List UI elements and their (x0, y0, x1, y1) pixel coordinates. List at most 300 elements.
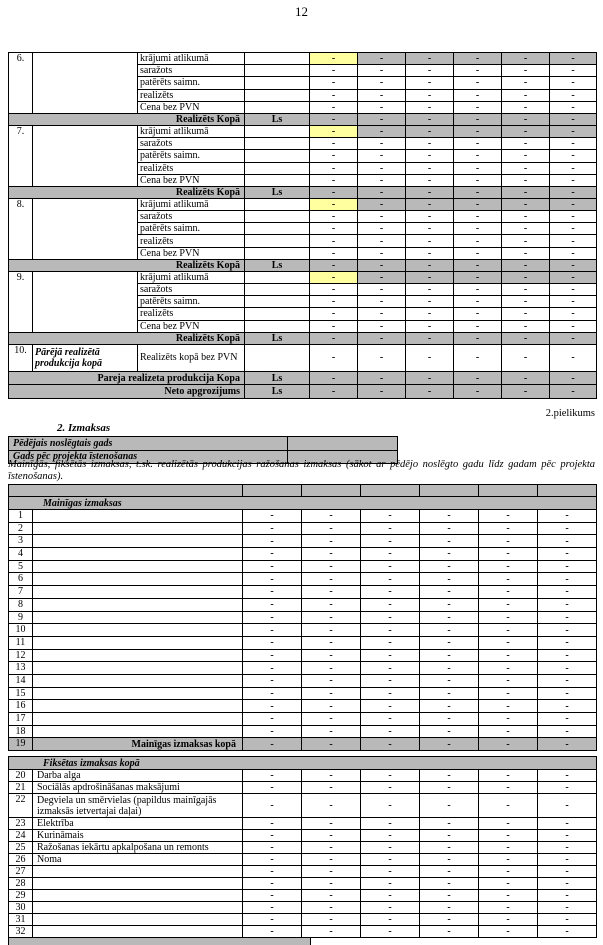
value-cell: - (310, 271, 358, 283)
value-cell: - (243, 914, 302, 926)
value-cell: - (550, 332, 597, 344)
value-cell: - (406, 223, 454, 235)
value-cell: - (538, 782, 597, 794)
value-cell: - (406, 101, 454, 113)
value-cell: - (361, 560, 420, 573)
row-number-cell: 9 (9, 611, 33, 624)
value-cell: - (302, 598, 361, 611)
value-cell: - (243, 818, 302, 830)
production-sub-row (9, 53, 597, 65)
value-cell: - (479, 510, 538, 523)
value-cell: - (361, 890, 420, 902)
metric-label-cell: saražots (138, 211, 245, 223)
metric-label-cell: patērēts saimn. (138, 223, 245, 235)
value-cell: - (361, 687, 420, 700)
variable-costs-body (9, 485, 597, 751)
total-label-cell: Mainīgas izmaksas kopā (33, 738, 243, 751)
value-cell: - (310, 125, 358, 137)
metric-label-cell: krājumi atlikumā (138, 53, 245, 65)
value-cell: - (406, 385, 454, 399)
value-cell: - (550, 77, 597, 89)
value-cell: - (538, 926, 597, 938)
value-cell: - (420, 770, 479, 782)
value-cell: - (502, 65, 550, 77)
value-cell: - (550, 385, 597, 399)
value-cell: - (302, 842, 361, 854)
value-cell: - (243, 598, 302, 611)
total-label-cell: Neto apgrozijums (9, 385, 245, 399)
value-cell: - (243, 649, 302, 662)
value-cell: - (302, 586, 361, 599)
value-cell: - (243, 902, 302, 914)
fixed-costs-table (8, 756, 597, 938)
variable-cost-row (9, 548, 597, 561)
value-cell: - (243, 586, 302, 599)
value-cell: - (406, 174, 454, 186)
row-number-cell: 32 (9, 926, 33, 938)
value-cell: - (420, 586, 479, 599)
value-cell: - (310, 235, 358, 247)
cost-label-cell (33, 878, 243, 890)
value-cell: - (361, 662, 420, 675)
unit-cell (245, 65, 310, 77)
row-number-cell: 7 (9, 586, 33, 599)
value-cell: - (302, 878, 361, 890)
value-cell: - (479, 586, 538, 599)
value-cell: - (479, 818, 538, 830)
product-name-cell (33, 198, 138, 259)
cost-label-cell (33, 586, 243, 599)
value-cell: - (243, 830, 302, 842)
variable-cost-row (9, 573, 597, 586)
value-cell: - (550, 162, 597, 174)
value-cell: - (310, 89, 358, 101)
row-number-cell: 21 (9, 782, 33, 794)
fixed-cost-row (9, 842, 597, 854)
unit-cell (245, 77, 310, 89)
value-cell: - (538, 636, 597, 649)
value-cell: - (454, 89, 502, 101)
metric-label-cell: Cena bez PVN (138, 247, 245, 259)
value-cell: - (302, 770, 361, 782)
value-cell: - (538, 611, 597, 624)
unit-cell (245, 211, 310, 223)
value-cell: - (406, 259, 454, 271)
value-cell: - (361, 713, 420, 726)
header-year-cell (420, 485, 479, 497)
value-cell: - (302, 782, 361, 794)
row-number-cell: 23 (9, 818, 33, 830)
value-cell: - (420, 687, 479, 700)
row-number-cell: 15 (9, 687, 33, 700)
unit-cell: Ls (245, 332, 310, 344)
value-cell: - (550, 125, 597, 137)
metric-label-cell: krājumi atlikumā (138, 271, 245, 283)
value-cell: - (406, 332, 454, 344)
value-cell: - (454, 344, 502, 371)
row-number-cell: 26 (9, 854, 33, 866)
value-cell: - (538, 560, 597, 573)
value-cell: - (358, 198, 406, 210)
cost-label-cell (33, 522, 243, 535)
production-table (8, 52, 597, 399)
value-cell: - (420, 878, 479, 890)
value-cell: - (502, 296, 550, 308)
value-cell: - (538, 535, 597, 548)
value-cell: - (358, 150, 406, 162)
unit-cell (245, 198, 310, 210)
value-cell: - (243, 866, 302, 878)
cost-label-cell (33, 611, 243, 624)
value-cell: - (538, 725, 597, 738)
value-cell: - (550, 259, 597, 271)
value-cell: - (406, 125, 454, 137)
value-cell: - (243, 611, 302, 624)
value-cell: - (502, 53, 550, 65)
metric-label-cell: saražots (138, 138, 245, 150)
cost-label-cell (33, 725, 243, 738)
metric-label-cell: krājumi atlikumā (138, 198, 245, 210)
value-cell: - (358, 344, 406, 371)
item-number-cell: 6. (9, 53, 33, 114)
value-cell: - (550, 101, 597, 113)
value-cell: - (310, 320, 358, 332)
value-cell: - (479, 725, 538, 738)
cost-label-cell (33, 624, 243, 637)
cost-label-cell (33, 535, 243, 548)
row-number-cell: 6 (9, 573, 33, 586)
value-cell: - (358, 284, 406, 296)
summary-row (9, 371, 597, 385)
cost-label-cell: Noma (33, 854, 243, 866)
unit-cell (245, 223, 310, 235)
variable-cost-row (9, 636, 597, 649)
value-cell: - (420, 560, 479, 573)
row-number-cell: 28 (9, 878, 33, 890)
summary-row (9, 385, 597, 399)
value-cell: - (406, 53, 454, 65)
value-cell: - (243, 573, 302, 586)
value-cell: - (361, 914, 420, 926)
value-cell: - (550, 89, 597, 101)
variable-cost-row (9, 522, 597, 535)
row-number-cell: 29 (9, 890, 33, 902)
item-number-cell: 9. (9, 271, 33, 332)
value-cell: - (361, 738, 420, 751)
row-number-cell: 25 (9, 842, 33, 854)
value-cell: - (479, 649, 538, 662)
product-name-cell (33, 53, 138, 114)
variable-cost-row (9, 624, 597, 637)
value-cell: - (479, 878, 538, 890)
unit-cell (245, 308, 310, 320)
value-cell: - (361, 866, 420, 878)
metric-label-cell: Cena bez PVN (138, 101, 245, 113)
value-cell: - (243, 782, 302, 794)
metric-label-cell: patērēts saimn. (138, 77, 245, 89)
value-cell: - (243, 535, 302, 548)
cost-label-cell (33, 510, 243, 523)
value-cell: - (358, 320, 406, 332)
value-cell: - (302, 624, 361, 637)
value-cell: - (420, 818, 479, 830)
cost-label-cell (33, 902, 243, 914)
unit-cell: Ls (245, 186, 310, 198)
value-cell: - (502, 138, 550, 150)
value-cell: - (538, 818, 597, 830)
year-row (9, 437, 398, 451)
header-year-cell (243, 485, 302, 497)
row-number-cell: 27 (9, 866, 33, 878)
value-cell: - (302, 818, 361, 830)
variable-cost-row (9, 662, 597, 675)
value-cell: - (310, 162, 358, 174)
cost-label-cell (33, 713, 243, 726)
unit-cell: Ls (245, 259, 310, 271)
production-sub-row (9, 198, 597, 210)
value-cell: - (302, 535, 361, 548)
value-cell: - (243, 636, 302, 649)
value-cell: - (550, 320, 597, 332)
cost-label-cell: Ražošanas iekārtu apkalpošana un remonts (33, 842, 243, 854)
fixed-cost-row (9, 878, 597, 890)
value-cell: - (479, 624, 538, 637)
fixed-cost-row (9, 902, 597, 914)
value-cell: - (420, 636, 479, 649)
value-cell: - (310, 186, 358, 198)
header-year-cell (302, 485, 361, 497)
value-cell: - (454, 113, 502, 125)
value-cell: - (243, 713, 302, 726)
value-cell: - (361, 770, 420, 782)
unit-cell (245, 89, 310, 101)
fixed-cost-row (9, 770, 597, 782)
value-cell: - (361, 586, 420, 599)
value-cell: - (550, 174, 597, 186)
product-name-cell (33, 271, 138, 332)
row-number-cell: 12 (9, 649, 33, 662)
value-cell: - (538, 510, 597, 523)
value-cell: - (550, 138, 597, 150)
row-number-cell: 14 (9, 674, 33, 687)
cost-label-cell: Degviela un smērvielas (papildus mainīgajās izmaksās ietvertajai daļai) (33, 794, 243, 818)
unit-cell (245, 247, 310, 259)
value-cell: - (302, 866, 361, 878)
value-cell: - (479, 794, 538, 818)
value-cell: - (302, 611, 361, 624)
value-cell: - (406, 235, 454, 247)
value-cell: - (538, 842, 597, 854)
value-cell: - (454, 186, 502, 198)
value-cell: - (502, 77, 550, 89)
header-year-cell (538, 485, 597, 497)
value-cell: - (479, 890, 538, 902)
value-cell: - (358, 186, 406, 198)
value-cell: - (361, 548, 420, 561)
value-cell: - (454, 235, 502, 247)
row-number-cell: 18 (9, 725, 33, 738)
value-cell: - (406, 138, 454, 150)
attachment-note: 2.pielikums (545, 408, 595, 419)
realized-total-row (9, 332, 597, 344)
value-cell: - (479, 830, 538, 842)
value-cell: - (302, 830, 361, 842)
value-cell: - (310, 371, 358, 385)
metric-label-cell: Cena bez PVN (138, 174, 245, 186)
value-cell: - (538, 866, 597, 878)
value-cell: - (243, 738, 302, 751)
metric-label-cell: Cena bez PVN (138, 320, 245, 332)
value-cell: - (243, 842, 302, 854)
value-cell: - (550, 284, 597, 296)
cutoff-row (8, 937, 311, 945)
cost-label-cell (33, 700, 243, 713)
value-cell: - (502, 125, 550, 137)
row-number-cell: 10 (9, 624, 33, 637)
value-cell: - (302, 713, 361, 726)
value-cell: - (361, 818, 420, 830)
value-cell: - (302, 510, 361, 523)
value-cell: - (361, 926, 420, 938)
value-cell: - (406, 186, 454, 198)
metric-label-cell: Realizēts kopā bez PVN (138, 344, 245, 371)
value-cell: - (420, 535, 479, 548)
value-cell: - (302, 914, 361, 926)
value-cell: - (358, 296, 406, 308)
value-cell: - (243, 624, 302, 637)
costs-description: Mainīgās, fiksētās izmaksas, t.sk. realizētās produkcijas ražošanas izmaksas (sākot ar pēdējo noslēgto gadu līdz gadam pēc projekta īstenošanas). (8, 459, 595, 482)
value-cell: - (310, 174, 358, 186)
value-cell: - (550, 371, 597, 385)
realized-total-row (9, 186, 597, 198)
value-cell: - (302, 636, 361, 649)
value-cell: - (310, 211, 358, 223)
unit-cell (245, 271, 310, 283)
value-cell: - (502, 211, 550, 223)
value-cell: - (302, 649, 361, 662)
row-number-cell: 31 (9, 914, 33, 926)
value-cell: - (243, 878, 302, 890)
value-cell: - (420, 782, 479, 794)
variable-cost-row (9, 586, 597, 599)
other-production-row (9, 344, 597, 371)
value-cell: - (502, 113, 550, 125)
metric-label-cell: realizēts (138, 235, 245, 247)
value-cell: - (550, 211, 597, 223)
value-cell: - (243, 522, 302, 535)
unit-cell: Ls (245, 385, 310, 399)
value-cell: - (538, 738, 597, 751)
value-cell: - (538, 573, 597, 586)
variable-cost-row (9, 611, 597, 624)
metric-label-cell: realizēts (138, 162, 245, 174)
value-cell: - (550, 247, 597, 259)
product-name-cell: Pārējā realizētā produkcija kopā (33, 344, 138, 371)
unit-cell (245, 150, 310, 162)
variable-cost-row (9, 560, 597, 573)
value-cell: - (358, 223, 406, 235)
value-cell: - (243, 926, 302, 938)
value-cell: - (361, 700, 420, 713)
value-cell: - (550, 113, 597, 125)
value-cell: - (479, 914, 538, 926)
value-cell: - (358, 174, 406, 186)
item-number-cell: 10. (9, 344, 33, 371)
value-cell: - (302, 573, 361, 586)
value-cell: - (361, 624, 420, 637)
fixed-cost-row (9, 818, 597, 830)
value-cell: - (550, 344, 597, 371)
variable-cost-row (9, 674, 597, 687)
value-cell: - (358, 247, 406, 259)
value-cell: - (502, 247, 550, 259)
variable-costs-total-row (9, 738, 597, 751)
value-cell: - (538, 700, 597, 713)
value-cell: - (550, 223, 597, 235)
realized-total-row (9, 259, 597, 271)
value-cell: - (310, 344, 358, 371)
value-cell: - (420, 662, 479, 675)
value-cell: - (358, 89, 406, 101)
value-cell: - (420, 866, 479, 878)
fixed-cost-row (9, 914, 597, 926)
value-cell: - (538, 914, 597, 926)
row-number-cell: 13 (9, 662, 33, 675)
value-cell: - (361, 636, 420, 649)
costs-section-title: 2. Izmaksas (57, 422, 111, 434)
value-cell: - (406, 113, 454, 125)
value-cell: - (420, 738, 479, 751)
value-cell: - (310, 332, 358, 344)
row-number-cell: 11 (9, 636, 33, 649)
value-cell: - (479, 926, 538, 938)
value-cell: - (358, 271, 406, 283)
value-cell: - (310, 65, 358, 77)
row-number-cell: 5 (9, 560, 33, 573)
value-cell: - (302, 687, 361, 700)
value-cell: - (479, 636, 538, 649)
value-cell: - (406, 296, 454, 308)
realized-total-row (9, 113, 597, 125)
value-cell: - (310, 247, 358, 259)
value-cell: - (454, 284, 502, 296)
unit-cell: Ls (245, 113, 310, 125)
unit-cell (245, 162, 310, 174)
value-cell: - (420, 926, 479, 938)
value-cell: - (538, 624, 597, 637)
value-cell: - (538, 649, 597, 662)
cost-label-cell (33, 866, 243, 878)
value-cell: - (310, 259, 358, 271)
metric-label-cell: krājumi atlikumā (138, 125, 245, 137)
unit-cell (245, 138, 310, 150)
value-cell: - (479, 548, 538, 561)
value-cell: - (302, 926, 361, 938)
value-cell: - (502, 320, 550, 332)
value-cell: - (310, 113, 358, 125)
value-cell: - (479, 662, 538, 675)
value-cell: - (420, 902, 479, 914)
unit-cell (245, 284, 310, 296)
row-number-cell: 4 (9, 548, 33, 561)
value-cell: - (538, 770, 597, 782)
value-cell: - (479, 854, 538, 866)
variable-cost-row (9, 510, 597, 523)
value-cell: - (361, 535, 420, 548)
value-cell: - (538, 854, 597, 866)
value-cell: - (454, 211, 502, 223)
fixed-costs-header-row (9, 757, 597, 770)
